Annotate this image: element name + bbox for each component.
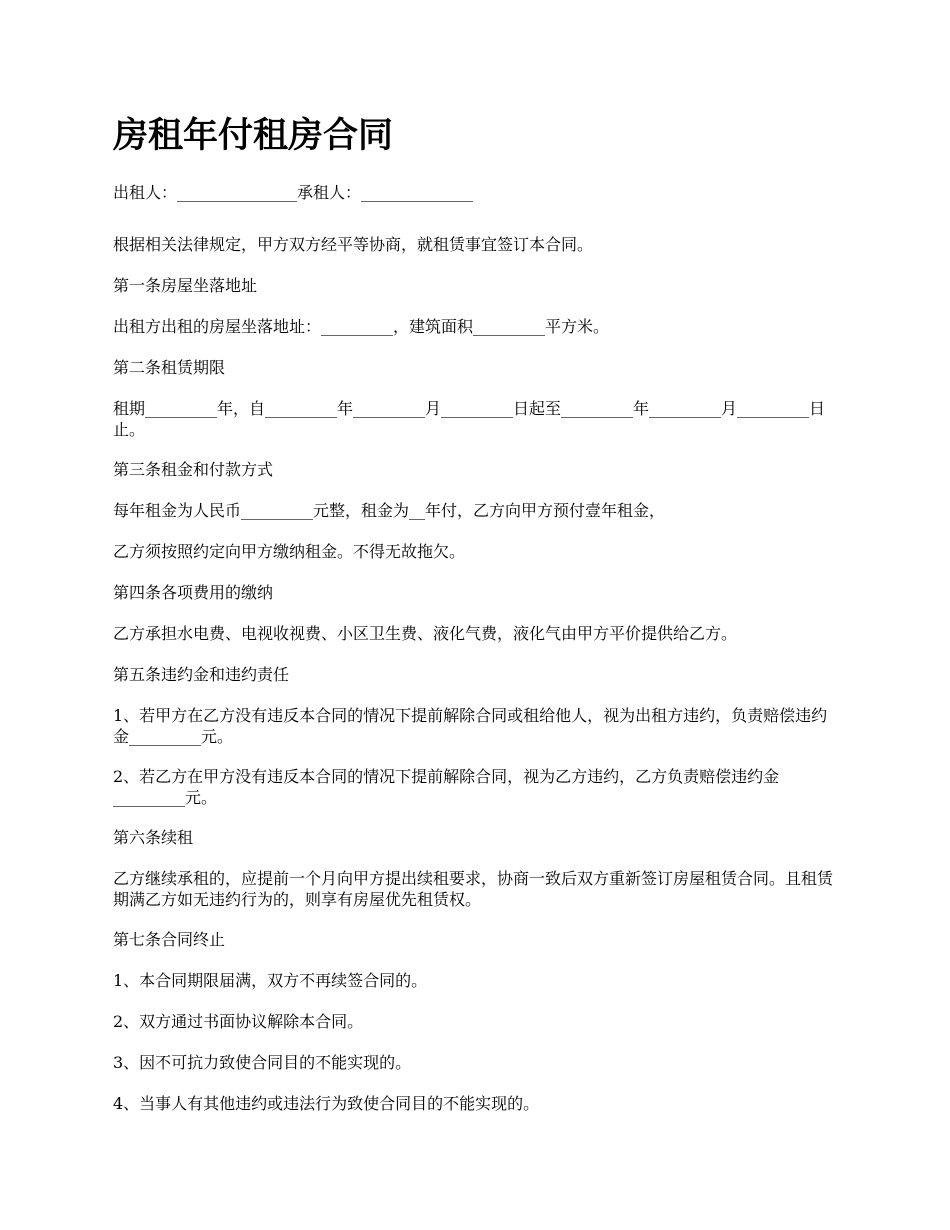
article-3-body-1: 每年租金为人民币_________元整，租金为__年付，乙方向甲方预付壹年租金， xyxy=(113,501,666,520)
article-7-clause-3: 3、因不可抗力致使合同目的不能实现的。 xyxy=(113,1053,412,1072)
document-title: 房租年付租房合同 xyxy=(113,115,394,156)
article-7-clause-4: 4、当事人有其他违约或违法行为致使合同目的不能实现的。 xyxy=(113,1094,540,1113)
article-5-clause-2: 2、若乙方在甲方没有违反本合同的情况下提前解除合同，视为乙方违约，乙方负责赔偿违约金_________元。 xyxy=(113,767,780,807)
article-1-body: 出租方出租的房屋坐落地址：_________，建筑面积_________平方米。 xyxy=(113,317,610,336)
article-7-heading: 第七条合同终止 xyxy=(113,930,226,949)
article-3-heading: 第三条租金和付款方式 xyxy=(113,460,274,479)
intro-paragraph: 根据相关法律规定，甲方双方经平等协商，就租赁事宜签订本合同。 xyxy=(113,235,594,254)
article-4-heading: 第四条各项费用的缴纳 xyxy=(113,583,274,602)
article-7-clause-2: 2、双方通过书面协议解除本合同。 xyxy=(113,1012,364,1031)
document-page xyxy=(113,112,841,1115)
article-7-clause-1: 1、本合同期限届满，双方不再续签合同的。 xyxy=(113,971,428,990)
article-1-heading: 第一条房屋坐落地址 xyxy=(113,276,258,295)
article-5-heading: 第五条违约金和违约责任 xyxy=(113,665,290,684)
parties-line: 出租人：_______________承租人：______________ xyxy=(113,183,474,202)
article-2-body: 租期_________年，自_________年_________月_________日起至_________年_________月_________日止。 xyxy=(113,399,826,439)
article-3-body-2: 乙方须按照约定向甲方缴纳租金。不得无故拖欠。 xyxy=(113,542,466,561)
article-6-heading: 第六条续租 xyxy=(113,828,194,847)
article-2-heading: 第二条租赁期限 xyxy=(113,358,226,377)
article-5-clause-1: 1、若甲方在乙方没有违反本合同的情况下提前解除合同或租给他人，视为出租方违约，负责赔偿违约金_________元。 xyxy=(113,706,828,746)
article-4-body: 乙方承担水电费、电视收视费、小区卫生费、液化气费，液化气由甲方平价提供给乙方。 xyxy=(113,624,738,643)
article-6-body: 乙方继续承租的，应提前一个月向甲方提出续租要求，协商一致后双方重新签订房屋租赁合同。且租赁期满乙方如无违约行为的，则享有房屋优先租赁权。 xyxy=(113,869,834,909)
